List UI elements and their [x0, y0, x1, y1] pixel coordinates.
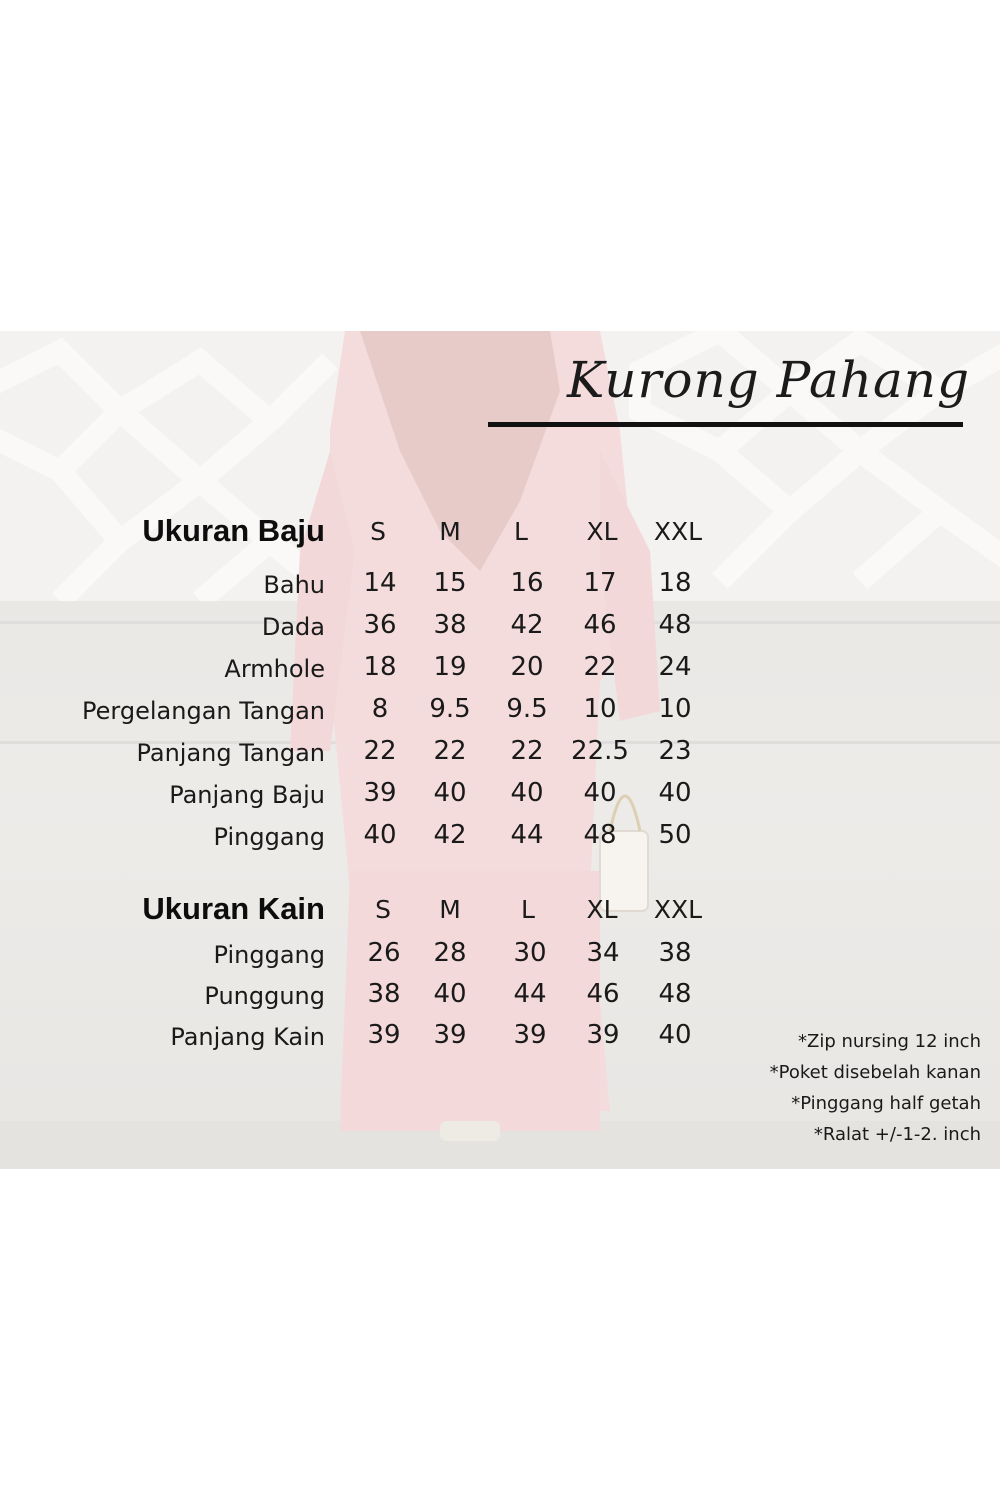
row-label: Pergelangan Tangan [82, 697, 325, 725]
size-value-cell: 39 [513, 1020, 547, 1050]
size-value-cell: 39 [367, 1020, 401, 1050]
size-value-cell: 44 [513, 979, 547, 1009]
size-value-cell: 42 [433, 820, 467, 850]
size-value-cell: 39 [433, 1020, 467, 1050]
row-label: Armhole [224, 655, 325, 683]
size-value-cell: 46 [586, 979, 620, 1009]
row-label: Panjang Tangan [136, 739, 325, 767]
size-value-cell: 40 [433, 979, 467, 1009]
size-value-cell: 17 [583, 568, 617, 598]
size-value-cell: 40 [433, 778, 467, 808]
size-value-cell: 38 [658, 938, 692, 968]
size-value-cell: 8 [371, 694, 389, 724]
size-value-cell: 22 [433, 736, 467, 766]
size-value-cell: 28 [433, 938, 467, 968]
row-label: Punggung [204, 982, 325, 1010]
size-value-cell: 18 [363, 652, 397, 682]
size-value-cell: 22 [583, 652, 617, 682]
note-line: *Pinggang half getah [791, 1093, 981, 1114]
note-line: *Ralat +/-1-2. inch [813, 1124, 981, 1145]
row-label: Panjang Baju [169, 781, 325, 809]
row-label: Pinggang [213, 823, 325, 851]
size-value-cell: 39 [363, 778, 397, 808]
size-value-cell: 10 [658, 694, 692, 724]
size-value-cell: 9.5 [429, 694, 471, 724]
kain-size-header: XXL [653, 895, 703, 924]
size-value-cell: 50 [658, 820, 692, 850]
size-value-cell: 15 [433, 568, 467, 598]
size-value-cell: 22.5 [571, 736, 629, 766]
size-value-cell: 38 [367, 979, 401, 1009]
size-value-cell: 46 [583, 610, 617, 640]
size-value-cell: 48 [658, 610, 692, 640]
size-value-cell: 22 [510, 736, 544, 766]
size-value-cell: 10 [583, 694, 617, 724]
size-value-cell: 20 [510, 652, 544, 682]
size-value-cell: 44 [510, 820, 544, 850]
baju-size-header: S [370, 517, 386, 546]
size-value-cell: 24 [658, 652, 692, 682]
row-label: Dada [261, 613, 325, 641]
size-value-cell: 40 [658, 1020, 692, 1050]
kain-heading: Ukuran Kain [142, 891, 325, 926]
size-value-cell: 30 [513, 938, 547, 968]
size-value-cell: 38 [433, 610, 467, 640]
baju-size-header: M [439, 517, 461, 546]
size-value-cell: 40 [583, 778, 617, 808]
kain-size-header: M [439, 895, 461, 924]
size-value-cell: 19 [433, 652, 467, 682]
size-value-cell: 48 [583, 820, 617, 850]
size-value-cell: 9.5 [506, 694, 548, 724]
size-value-cell: 16 [510, 568, 544, 598]
size-value-cell: 48 [658, 979, 692, 1009]
title-underline [488, 422, 963, 427]
page-title: Kurong Pahang [567, 351, 970, 409]
size-value-cell: 26 [367, 938, 401, 968]
size-value-cell: 39 [586, 1020, 620, 1050]
note-line: *Zip nursing 12 inch [798, 1031, 981, 1052]
size-value-cell: 36 [363, 610, 397, 640]
baju-size-header: L [514, 517, 528, 546]
row-label: Bahu [263, 571, 325, 599]
size-value-cell: 22 [363, 736, 397, 766]
kain-size-header: L [521, 895, 535, 924]
size-value-cell: 40 [363, 820, 397, 850]
baju-size-header: XL [586, 517, 618, 546]
size-value-cell: 42 [510, 610, 544, 640]
size-value-cell: 23 [658, 736, 692, 766]
baju-heading: Ukuran Baju [142, 513, 325, 548]
baju-size-header: XXL [653, 517, 703, 546]
size-value-cell: 34 [586, 938, 620, 968]
note-line: *Poket disebelah kanan [769, 1062, 981, 1083]
kain-size-header: XL [586, 895, 618, 924]
row-label: Panjang Kain [170, 1023, 325, 1051]
size-chart-card [0, 331, 1000, 1169]
size-value-cell: 40 [510, 778, 544, 808]
size-value-cell: 14 [363, 568, 397, 598]
size-value-cell: 18 [658, 568, 692, 598]
row-label: Pinggang [213, 941, 325, 969]
size-value-cell: 40 [658, 778, 692, 808]
kain-size-header: S [375, 895, 391, 924]
